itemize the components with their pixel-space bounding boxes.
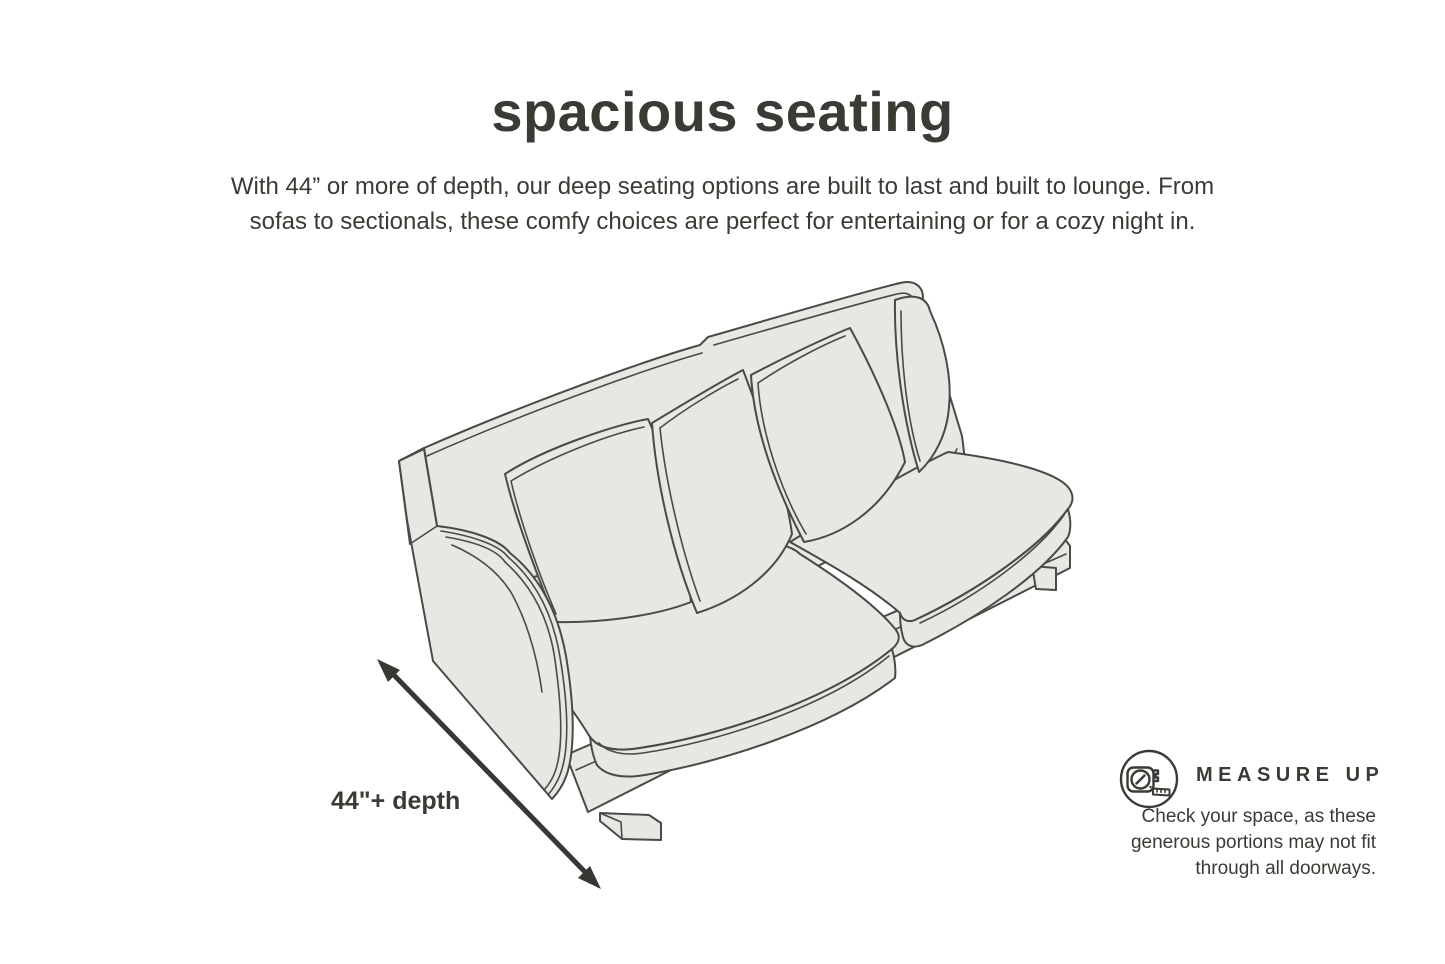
measure-up-note bbox=[1131, 804, 1376, 882]
page-title: spacious seating bbox=[491, 80, 954, 143]
depth-dimension-label: 44"+ depth bbox=[331, 787, 461, 815]
intro-line-1: With 44” or more of depth, our deep seating options are built to last and built to lounge. From bbox=[230, 173, 1215, 200]
measure-up-note-line-1: Check your space, as these bbox=[1141, 806, 1376, 827]
intro-line-2: sofas to sectionals, these comfy choices are perfect for entertaining or for a cozy night in. bbox=[249, 208, 1196, 235]
measure-up-heading: MEASURE UP bbox=[1196, 764, 1385, 786]
measure-up-note-line-3: through all doorways. bbox=[1195, 858, 1376, 879]
measure-up-note-line-2: generous portions may not fit bbox=[1130, 832, 1376, 853]
sofa-illustration bbox=[399, 282, 1073, 840]
